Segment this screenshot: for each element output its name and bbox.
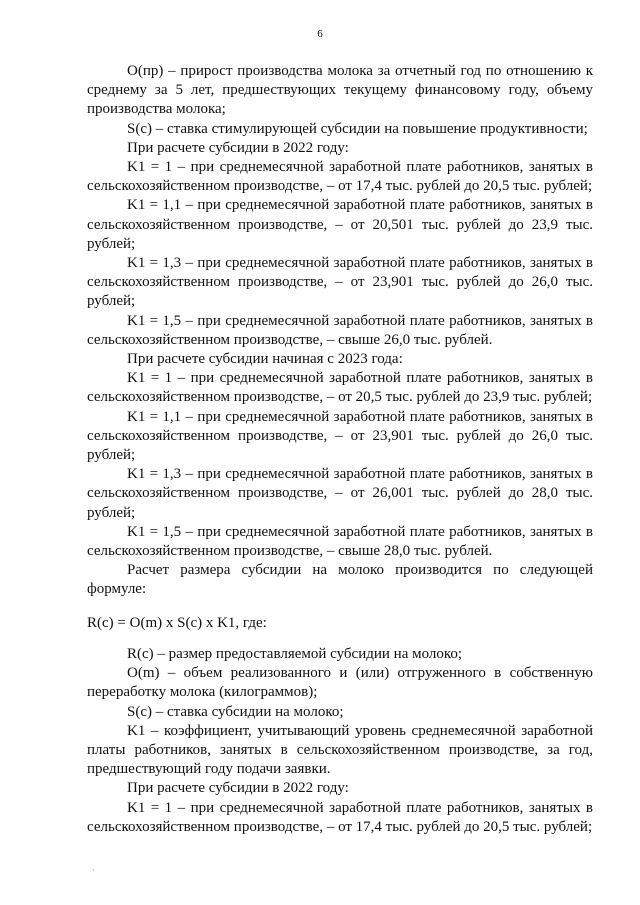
definition-sc: S(с) – ставка субсидии на молоко; [127,703,344,720]
paragraph-opr-definition: О(пр) – прирост производства молока за отчетный год по отношению к среднему за 5 лет, предшествующих текущему финансовому году, объему производства молока; [87,63,593,118]
definition-rc: R(с) – размер предоставляемой субсидии на молоко; [127,645,463,662]
stray-mark: ˋ [92,868,95,877]
paragraph-2022-k1-1-5: K1 = 1,5 – при среднемесячной заработной плате работников, занятых в сельскохозяйственном производстве, – свыше 26,0 тыс. рублей. [87,312,593,348]
paragraph-2022-heading: При расчете субсидии в 2022 году: [127,139,349,156]
document-body [87,62,593,837]
paragraph-2023-k1-1: K1 = 1 – при среднемесячной заработной плате работников, занятых в сельскохозяйственном производстве, – от 20,5 тыс. рублей до 23,9 тыс. рублей; [87,370,593,406]
paragraph-2022-k1-1: K1 = 1 – при среднемесячной заработной плате работников, занятых в сельскохозяйственном производстве, – от 17,4 тыс. рублей до 20,5 тыс. рублей; [87,159,593,195]
definition-om: О(m) – объем реализованного и (или) отгруженного в собственную переработку молока (килограммов); [87,665,593,701]
paragraph-2023-k1-1-5: K1 = 1,5 – при среднемесячной заработной плате работников, занятых в сельскохозяйственном производстве, – свыше 28,0 тыс. рублей. [87,523,593,560]
definition-k1: K1 – коэффициент, учитывающий уровень среднемесячной заработной платы работников, занятых в сельскохозяйственном производстве, за год, предшествующий году подачи заявки. [87,722,593,778]
paragraph-2023-k1-1-1: K1 = 1,1 – при среднемесячной заработной плате работников, занятых в сельскохозяйственном производстве, – от 23,901 тыс. рублей до 26,0 тыс. рублей; [87,408,593,464]
paragraph-2022-k1-1-3: K1 = 1,3 – при среднемесячной заработной плате работников, занятых в сельскохозяйственном производстве, – от 23,901 тыс. рублей до 26,0 тыс. рублей; [87,255,593,310]
paragraph-2022-k1-1-repeat: K1 = 1 – при среднемесячной заработной плате работников, занятых в сельскохозяйственном производстве, – от 17,4 тыс. рублей до 20,5 тыс. рублей; [87,799,593,835]
paragraph-formula-intro: Расчет размера субсидии на молоко производится по следующей формуле: [87,562,593,598]
paragraph-2022-k1-1-1: K1 = 1,1 – при среднемесячной заработной плате работников, занятых в сельскохозяйственном производстве, – от 20,501 тыс. рублей до 23,9 тыс. рублей; [87,197,593,252]
formula: R(с) = О(m) x S(с) x K1, где: [87,614,267,631]
paragraph-sc-definition: S(с) – ставка стимулирующей субсидии на повышение продуктивности; [127,120,588,137]
page-number: 6 [317,28,323,40]
paragraph-2022-heading-repeat: При расчете субсидии в 2022 году: [127,780,349,797]
paragraph-2023-heading: При расчете субсидии начиная с 2023 года: [127,351,403,368]
paragraph-2023-k1-1-3: K1 = 1,3 – при среднемесячной заработной плате работников, занятых в сельскохозяйственном производстве, – от 26,001 тыс. рублей до 28,0 тыс. рублей; [87,466,593,521]
